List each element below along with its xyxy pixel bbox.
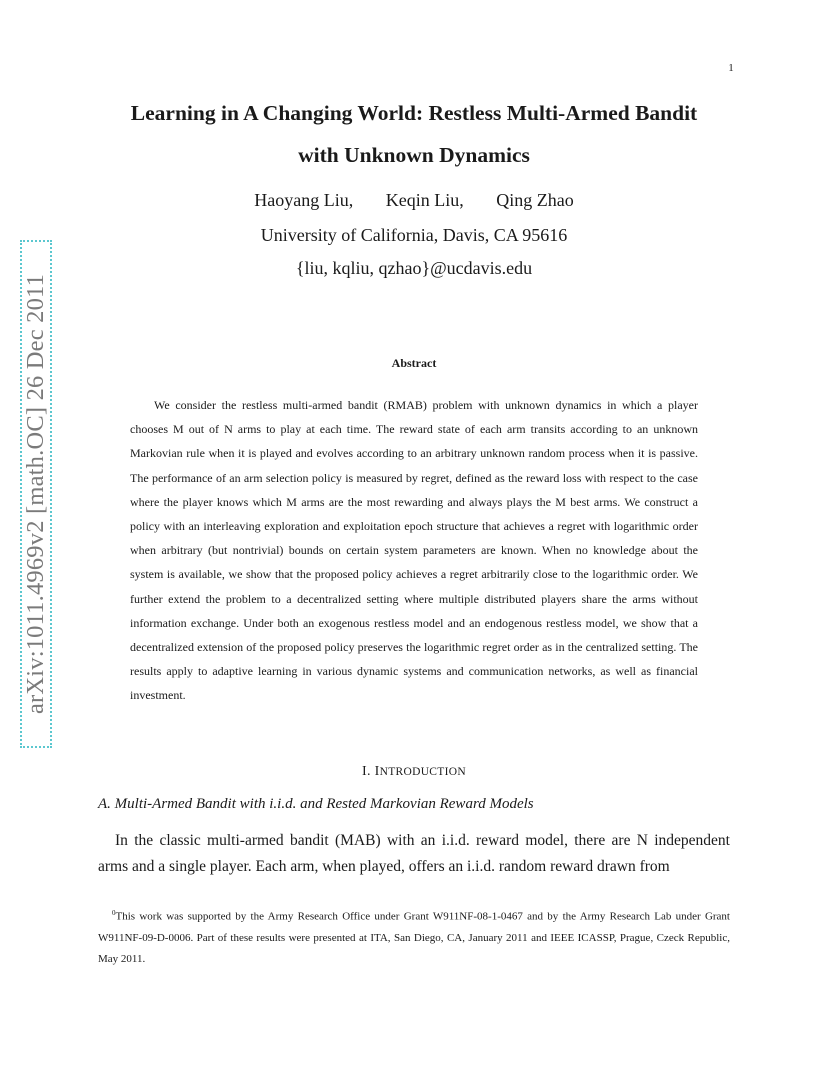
paper-title xyxy=(90,92,738,176)
section-title-initial: I xyxy=(374,764,380,779)
author-list xyxy=(100,190,728,211)
footnote-marker: 0 xyxy=(112,909,116,917)
section-heading xyxy=(250,764,578,780)
affiliation: University of California, Davis, CA 95616 xyxy=(260,225,568,245)
email-addresses: {liu, kqliu, qzhao}@ucdavis.edu xyxy=(295,258,533,278)
section-title-rest: NTRODUCTION xyxy=(379,766,466,778)
subsection-heading: A. Multi-Armed Bandit with i.i.d. and Rested Markovian Reward Models xyxy=(98,796,534,812)
author-name: Keqin Liu, xyxy=(385,190,464,210)
abstract-heading: Abstract xyxy=(391,356,437,370)
title-line-1: Learning in A Changing World: Restless Multi-Armed Bandit xyxy=(130,101,698,125)
section-numeral: I. xyxy=(362,764,371,779)
section-title xyxy=(375,764,466,779)
arxiv-identifier: arXiv:1011.4969v2 [math.OC] 26 Dec 2011 xyxy=(22,273,49,715)
footnote xyxy=(98,903,730,970)
footnote-text: This work was supported by the Army Research Office under Grant W911NF-08-1-0467 and by the Army Research Lab under Grant W911NF-09-D-0006. Part of these results were presented at ITA, San Diego, CA, January 2011 and IEEE ICASSP, Prague, Czeck Republic, May 2011. xyxy=(98,910,730,965)
title-line-2: with Unknown Dynamics xyxy=(298,143,530,167)
author-name: Haoyang Liu, xyxy=(254,190,354,210)
author-name: Qing Zhao xyxy=(496,190,574,210)
page-number: 1 xyxy=(728,62,734,74)
abstract-body: We consider the restless multi-armed bandit (RMAB) problem with unknown dynamics in which a player chooses M out of N arms to play at each time. The reward state of each arm transits according to an unknown Markovian rule when it is played and evolves according to an arbitrary unknown random process when it is passive. The performance of an arm selection policy is measured by regret, defined as the reward loss with respect to the case where the player knows which M arms are the most rewarding and always plays the M best arms. We construct a policy with an interleaving exploration and exploitation epoch structure that achieves a regret with logarithmic order when arbitrary (but nontrivial) bounds on certain system parameters are known. When no knowledge about the system is available, we show that the proposed policy achieves a regret arbitrarily close to the logarithmic order. We further extend the problem to a decentralized setting where multiple distributed players share the arms without information exchange. Under both an exogenous restless model and an endogenous restless model, we show that a decentralized extension of the proposed policy preserves the logarithmic regret order as in the centralized setting. The results apply to adaptive learning in various dynamic systems and communication networks, as well as financial investment. xyxy=(130,398,698,703)
introduction-paragraph: In the classic multi-armed bandit (MAB) with an i.i.d. reward model, there are N independent arms and a single player. Each arm, when played, offers an i.i.d. random reward drawn from xyxy=(98,832,730,875)
